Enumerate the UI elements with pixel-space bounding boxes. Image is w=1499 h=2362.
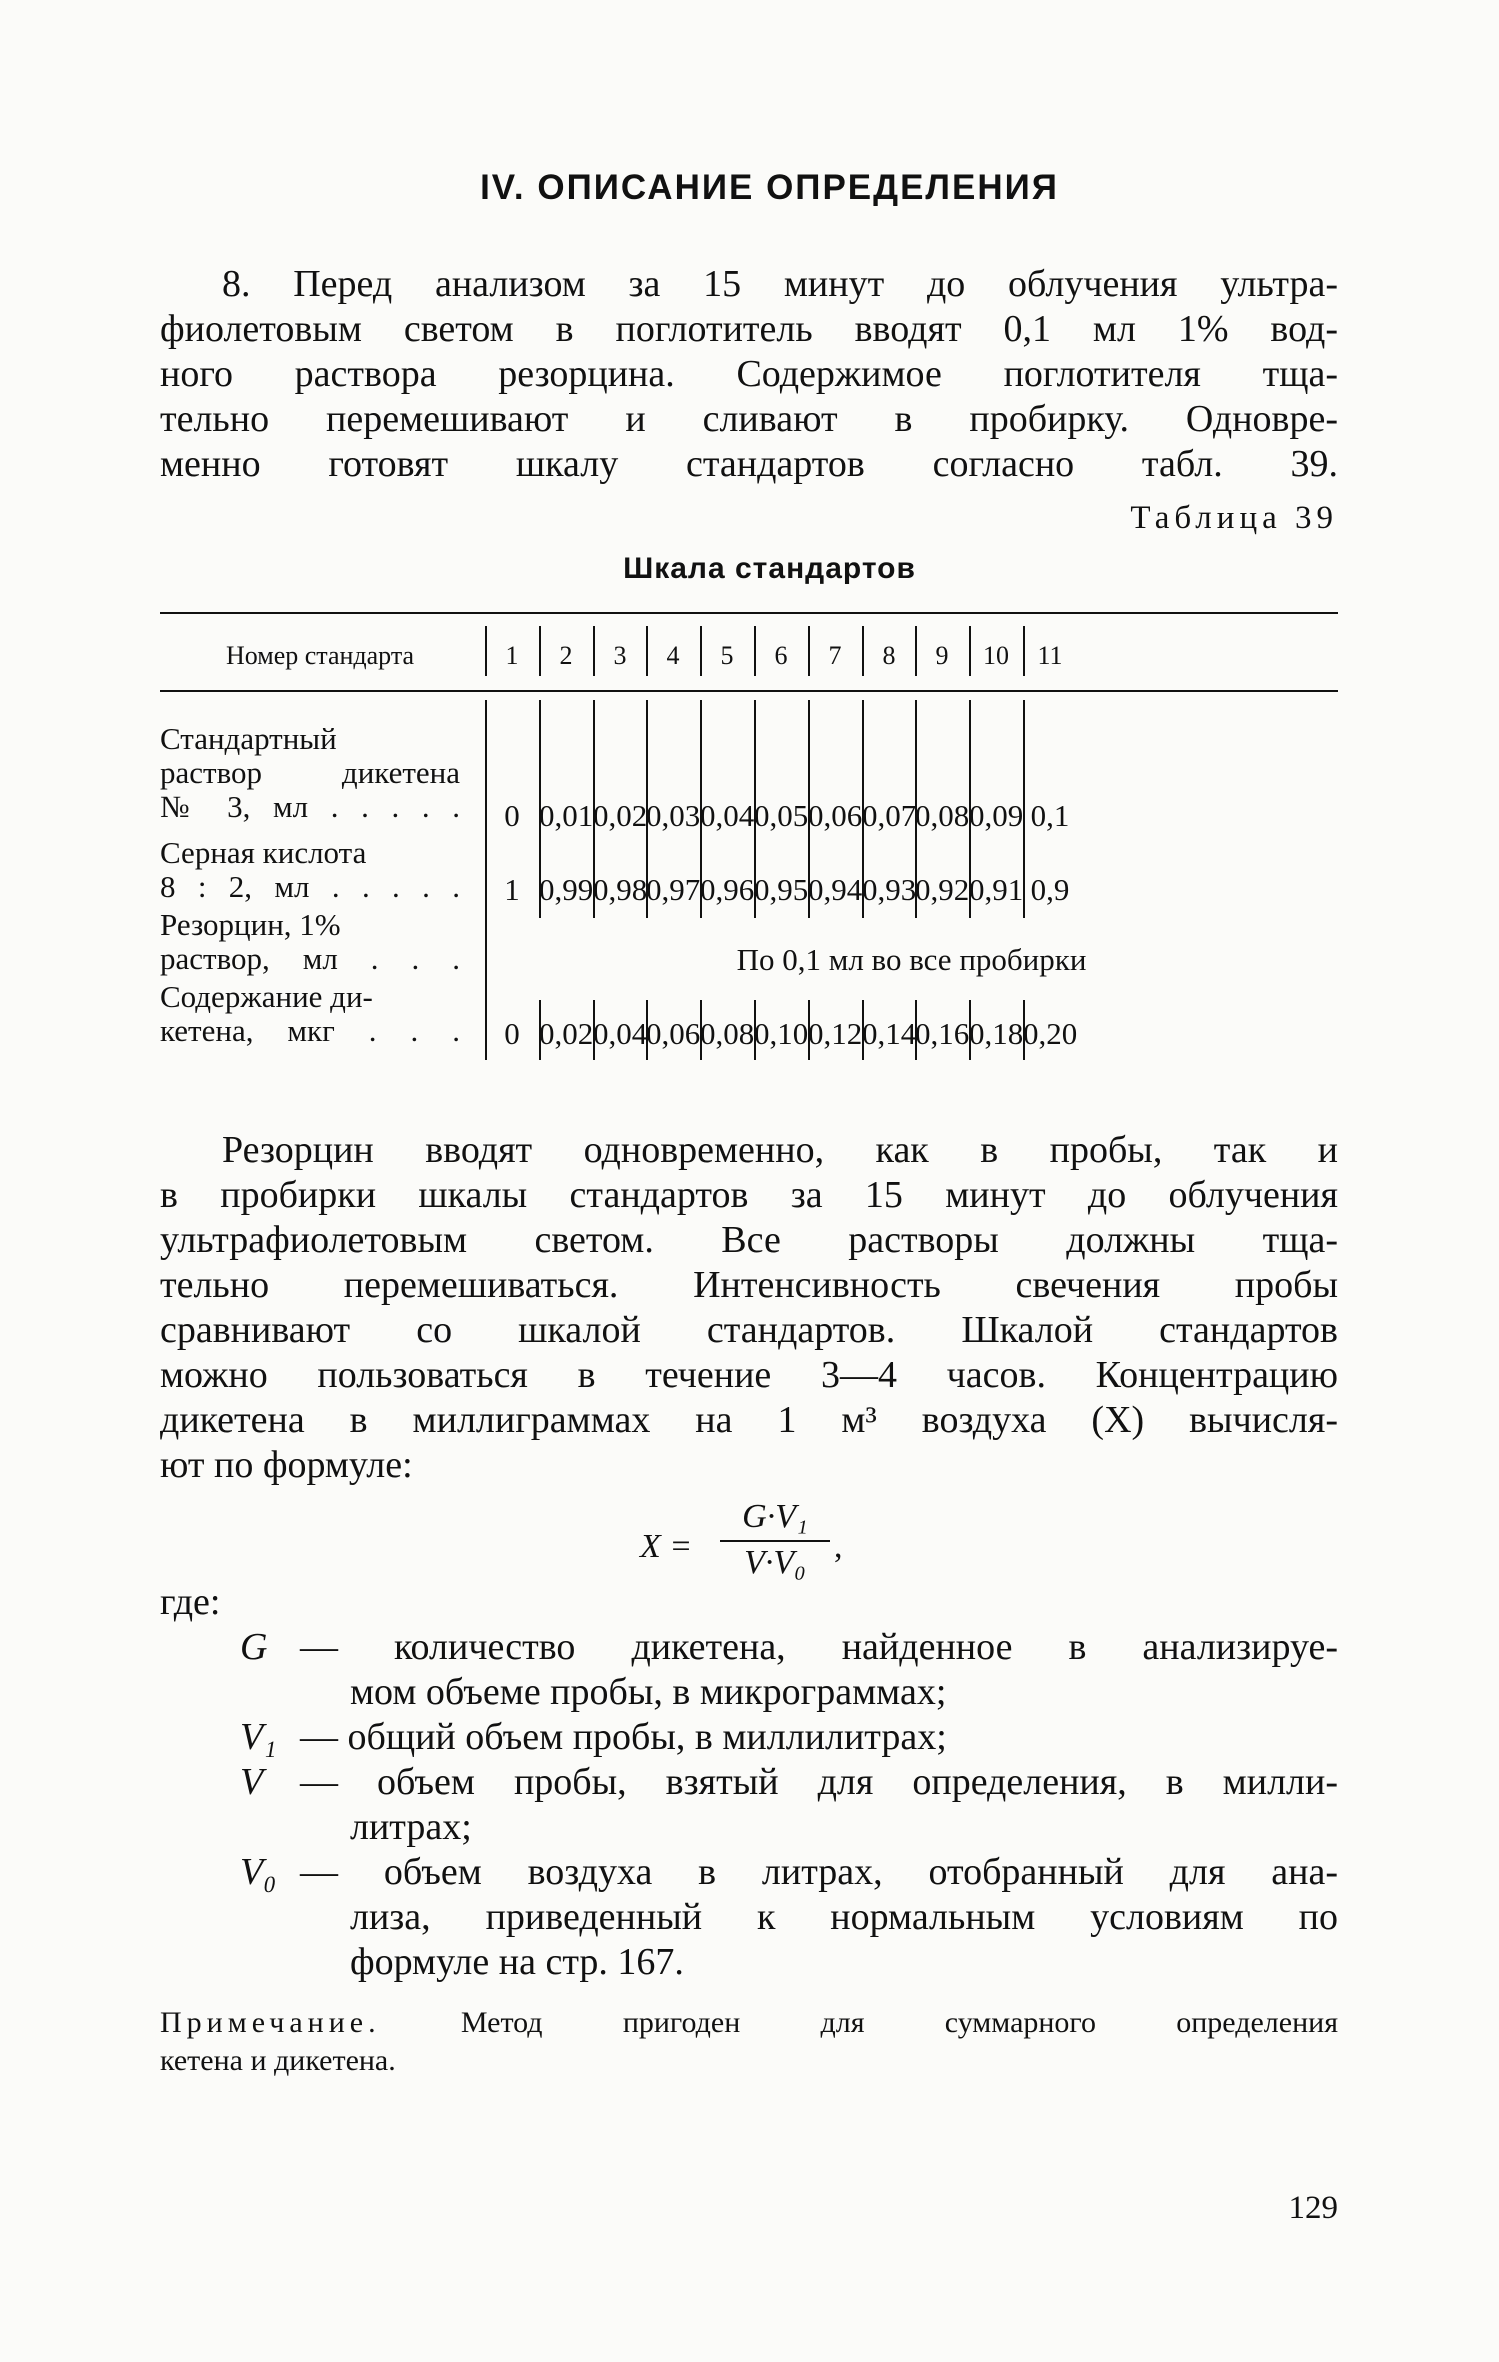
table-number: Таблица 39 <box>1130 500 1338 536</box>
row-label-line: Серная кислота <box>160 835 367 870</box>
paragraph-intro <box>160 262 1338 487</box>
table-cell: 0,14 <box>862 1016 917 1051</box>
section-heading: IV. ОПИСАНИЕ ОПРЕДЕЛЕНИЯ <box>480 168 1059 207</box>
table-cell: 0,08 <box>915 798 970 833</box>
table-cell: 0 <box>504 798 520 833</box>
column-header: 8 <box>882 641 896 670</box>
column-header: 6 <box>774 641 788 670</box>
definition-line: формуле на стр. 167. <box>350 1941 684 1983</box>
definition-symbol: V₁ <box>240 1716 277 1758</box>
table-cell: 0,91 <box>969 872 1024 907</box>
table-cell: 0,07 <box>862 798 917 833</box>
definition-line: литрах; <box>350 1806 472 1848</box>
formula <box>640 1498 900 1598</box>
column-header: 1 <box>505 641 519 670</box>
table-cell: 0,04 <box>593 1016 648 1051</box>
row-label-line: Резорцин, 1% <box>160 907 341 942</box>
definition-line: — общий объем пробы, в миллилитрах; <box>300 1716 947 1758</box>
text-line: фиолетовым светом в поглотитель вводят 0,1 мл 1% вод- <box>160 308 1338 350</box>
row-label-resorcinol <box>160 908 460 976</box>
table-cell: 0,99 <box>539 872 594 907</box>
table-cell: 0,20 <box>1023 1016 1078 1051</box>
column-header: 10 <box>983 641 1009 670</box>
text-line: дикетена в миллиграммах на 1 м³ воздуха (X) вычисля- <box>160 1399 1338 1441</box>
row-label-line: 8 : 2, мл . . . . . <box>160 869 460 904</box>
column-header: 9 <box>935 641 949 670</box>
definition-line: — количество дикетена, найденное в анализируе- <box>300 1626 1338 1668</box>
text-line: ультрафиолетовым светом. Все растворы должны тща- <box>160 1219 1338 1261</box>
column-header: 3 <box>613 641 627 670</box>
text-line: ют по формуле: <box>160 1444 413 1486</box>
formula-comma: , <box>834 1528 843 1565</box>
row-label-line: кетена, мкг . . . <box>160 1013 460 1048</box>
definition-line: лиза, приведенный к нормальным условиям по <box>350 1896 1338 1938</box>
definition-symbol: G <box>240 1626 268 1668</box>
row-label-line: № 3, мл . . . . . <box>160 789 460 824</box>
table-cell: 0,05 <box>754 798 809 833</box>
text-line: тельно перемешиваться. Интенсивность свечения пробы <box>160 1264 1338 1306</box>
text-line: в пробирки шкалы стандартов за 15 минут до облучения <box>160 1174 1338 1216</box>
table-cell: 0,93 <box>862 872 917 907</box>
table-cell: 0,03 <box>646 798 701 833</box>
definition-symbol: V₀ <box>240 1851 277 1893</box>
column-header: 11 <box>1037 641 1063 670</box>
text-line: Резорцин вводят одновременно, как в пробы, так и <box>222 1129 1338 1171</box>
text-line: сравнивают со шкалой стандартов. Шкалой стандартов <box>160 1309 1338 1351</box>
table-cell: 0,9 <box>1030 872 1070 907</box>
table-cell: 0 <box>504 1016 520 1051</box>
row-label-line: Содержание ди- <box>160 979 373 1014</box>
table-span-cell: По 0,1 мл во все пробирки <box>736 942 1087 977</box>
where-label: где: <box>160 1581 221 1623</box>
definition-line: мом объеме пробы, в микрограммах; <box>350 1671 947 1713</box>
definition-symbol: V <box>240 1761 264 1803</box>
table-cell: 0,92 <box>915 872 970 907</box>
table-title: Шкала стандартов <box>623 552 916 585</box>
table-top-rule <box>160 612 1338 614</box>
table-cell: 0,10 <box>754 1016 809 1051</box>
row-label-standard-solution <box>160 722 460 824</box>
table-cell: 0,01 <box>539 798 594 833</box>
definition-line: — объем воздуха в литрах, отобранный для ана- <box>300 1851 1338 1893</box>
note-label: Примечание. <box>160 2006 381 2039</box>
text-line: 8. Перед анализом за 15 минут до облучения ультра- <box>222 263 1338 305</box>
table-cell: 0,16 <box>915 1016 970 1051</box>
formula-numerator: G·V₁ <box>742 1498 808 1535</box>
column-header: 2 <box>559 641 573 670</box>
formula-denominator: V·V₀ <box>744 1544 806 1581</box>
table-cell: 0,12 <box>808 1016 863 1051</box>
table-header-rule <box>160 690 1338 692</box>
table-cell: 0,09 <box>969 798 1024 833</box>
text-line: ного раствора резорцина. Содержимое поглотителя тща- <box>160 353 1338 395</box>
table-cell: 0,08 <box>700 1016 755 1051</box>
row-label-line: Стандартный <box>160 721 337 756</box>
table-header-label: Номер стандарта <box>225 641 415 670</box>
table-cell: 1 <box>504 872 520 907</box>
table-cell: 0,02 <box>593 798 648 833</box>
column-header: 4 <box>666 641 680 670</box>
definition-v0 <box>240 1850 1338 1985</box>
table-cell: 0,96 <box>700 872 755 907</box>
definition-line: — объем пробы, взятый для определения, в милли- <box>300 1761 1338 1803</box>
definition-g <box>240 1625 1338 1715</box>
table-cell: 0,97 <box>646 872 701 907</box>
paragraph-procedure <box>160 1128 1338 1488</box>
row-label-diketene-content <box>160 980 460 1048</box>
text-line: можно пользоваться в течение 3—4 часов. Концентрацию <box>160 1354 1338 1396</box>
row-label-line: раствор дикетена <box>160 755 460 790</box>
definition-v1 <box>240 1715 1338 1760</box>
note <box>160 2004 1338 2080</box>
table-cell: 0,95 <box>754 872 809 907</box>
note-text: Метод пригоден для суммарного определения <box>460 2006 1338 2039</box>
column-header: 7 <box>828 641 842 670</box>
table-cell: 0,18 <box>969 1016 1024 1051</box>
table-cell: 0,06 <box>808 798 863 833</box>
table-cell: 0,98 <box>593 872 648 907</box>
fraction-bar <box>720 1540 830 1542</box>
row-label-line: раствор, мл . . . <box>160 941 460 976</box>
formula-lhs: X = <box>640 1528 693 1565</box>
page-number: 129 <box>1288 2190 1338 2226</box>
row-label-sulfuric-acid <box>160 836 460 904</box>
column-header: 5 <box>720 641 734 670</box>
text-line: менно готовят шкалу стандартов согласно табл. 39. <box>160 443 1338 485</box>
table-cell: 0,94 <box>808 872 863 907</box>
table-cell: 0,1 <box>1030 798 1070 833</box>
text-line: тельно перемешивают и сливают в пробирку. Одновре- <box>160 398 1338 440</box>
table-cell: 0,02 <box>539 1016 594 1051</box>
table-cell: 0,04 <box>700 798 755 833</box>
table-cell: 0,06 <box>646 1016 701 1051</box>
definition-v <box>240 1760 1338 1850</box>
note-text: кетена и дикетена. <box>160 2044 396 2077</box>
